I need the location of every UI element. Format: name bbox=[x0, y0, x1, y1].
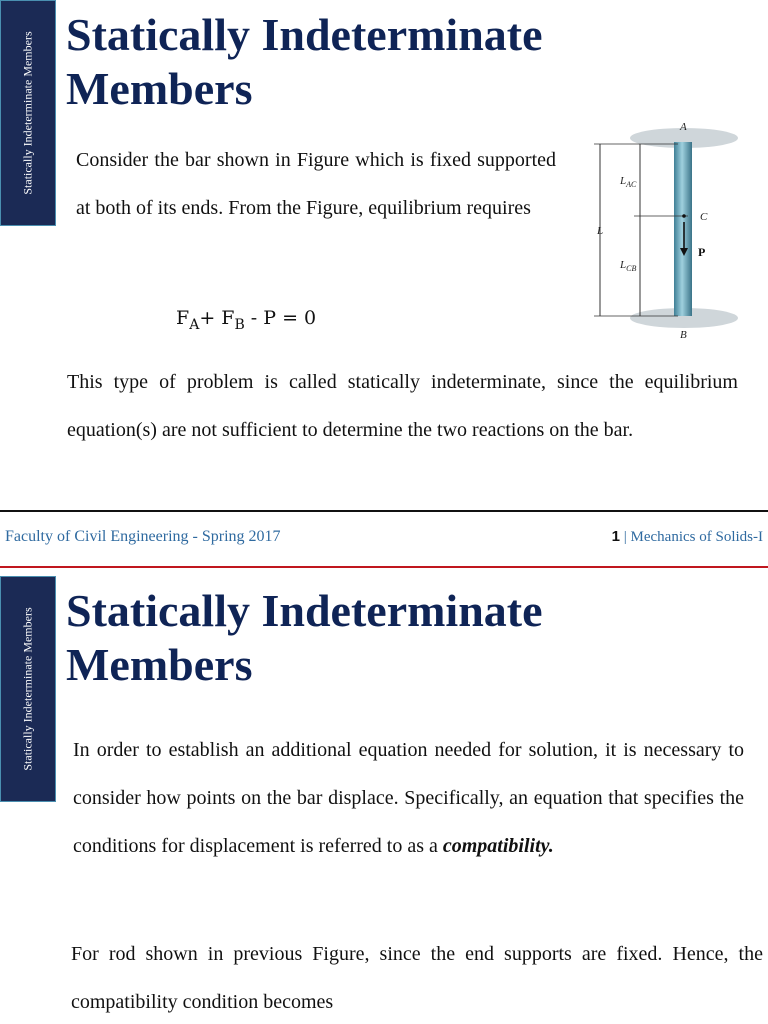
indeterminate-paragraph: This type of problem is called statically indeterminate, since the equilibrium equation(s) are not sufficient to determine the two reactions on the bar. bbox=[67, 371, 738, 441]
compatibility-term: compatibility. bbox=[442, 835, 554, 857]
sidebar-label: Statically Indeterminate Members bbox=[20, 31, 35, 195]
slide-1 bbox=[0, 0, 768, 510]
slide-2 bbox=[0, 576, 768, 1024]
bar bbox=[674, 142, 692, 316]
label-lcb: $L_{CB}$ bbox=[620, 259, 637, 273]
label-l: L bbox=[597, 225, 604, 237]
rod-paragraph: For rod shown in previous Figure, since the end supports are fixed. Hence, the compatibility condition becomes bbox=[71, 943, 763, 1013]
footer-course: 1 | Mechanics of Solids-I bbox=[611, 528, 763, 545]
equilibrium-equation: $F_A+ F_B - P = 0$ bbox=[176, 307, 317, 333]
label-p: P bbox=[698, 245, 706, 259]
compatibility-paragraph: In order to establish an additional equation needed for solution, it is necessary to consider how points on the bar displace. Specifically, an equation that specifies the conditions for displacement is referred to as a compatibility. bbox=[73, 739, 744, 857]
label-lac: $L_{AC}$ bbox=[620, 175, 637, 189]
footer-faculty: Faculty of Civil Engineering - Spring 2017 bbox=[5, 528, 281, 545]
label-c: C bbox=[700, 211, 708, 223]
fixed-bar-figure bbox=[588, 104, 738, 346]
slide-title: Statically Indeterminate Members bbox=[66, 585, 543, 690]
intro-paragraph: Consider the bar shown in Figure which is fixed supported at both of its ends. From the Figure, equilibrium requires bbox=[76, 149, 556, 219]
page-number: 1 bbox=[611, 528, 621, 545]
label-b: B bbox=[680, 329, 687, 341]
sidebar-label: Statically Indeterminate Members bbox=[20, 607, 35, 771]
slide-title: Statically Indeterminate Members bbox=[66, 9, 543, 114]
sidebar-tab bbox=[0, 576, 56, 802]
sidebar-tab bbox=[0, 0, 56, 226]
point-c bbox=[682, 214, 686, 218]
label-a: A bbox=[680, 121, 687, 133]
slide-footer bbox=[0, 510, 768, 578]
footer-rule bbox=[0, 566, 768, 568]
